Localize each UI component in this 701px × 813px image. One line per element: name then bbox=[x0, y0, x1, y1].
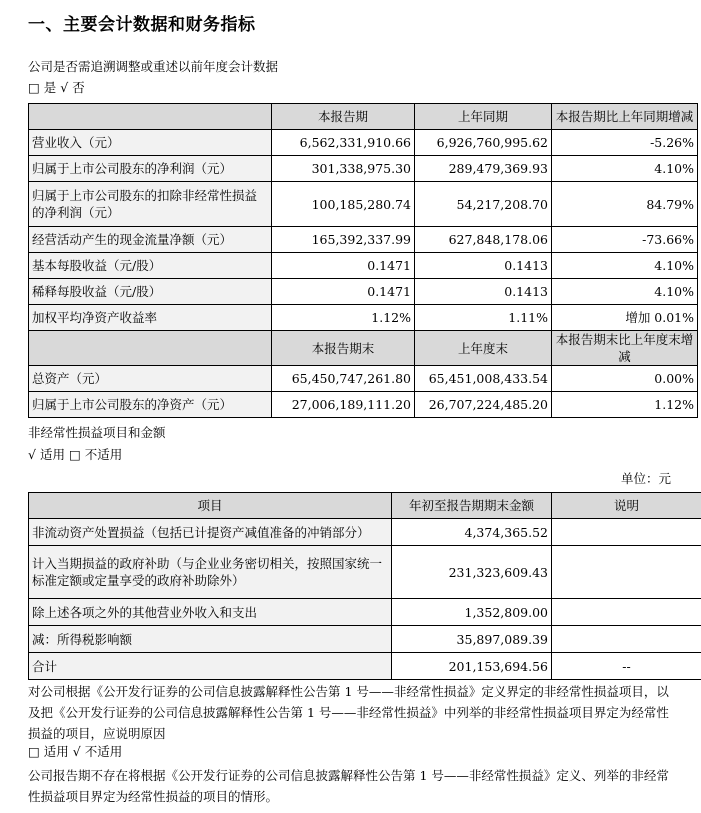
value-cell: 0.1471 bbox=[272, 279, 415, 305]
table-row bbox=[29, 599, 701, 626]
nonrecurring-title: 非经常性损益项目和金额 bbox=[28, 425, 166, 440]
applicable-options-1 bbox=[28, 446, 122, 464]
value-cell: 165,392,337.99 bbox=[272, 227, 415, 253]
checkbox-icon: □ bbox=[68, 447, 81, 462]
value-cell: 627,848,178.06 bbox=[415, 227, 552, 253]
column-header: 上年同期 bbox=[415, 104, 552, 130]
row-label: 除上述各项之外的其他营业外收入和支出 bbox=[29, 599, 392, 626]
not-applicable-label: 不适用 bbox=[84, 447, 123, 462]
yes-checkbox-icon: □ bbox=[28, 80, 40, 95]
applicable-options-2 bbox=[28, 743, 122, 761]
checkmark-icon: √ bbox=[28, 447, 36, 462]
note-cell bbox=[552, 519, 701, 546]
table-row bbox=[29, 130, 698, 156]
value-cell: 54,217,208.70 bbox=[415, 182, 552, 227]
row-label: 稀释每股收益（元/股） bbox=[29, 279, 272, 305]
value-cell: 65,450,747,261.80 bbox=[272, 366, 415, 392]
column-header: 项目 bbox=[29, 493, 392, 519]
value-cell: 4,374,365.52 bbox=[392, 519, 552, 546]
table-header-row bbox=[29, 331, 698, 366]
value-cell: 0.1413 bbox=[415, 253, 552, 279]
restate-options bbox=[28, 79, 85, 97]
value-cell: 4.10% bbox=[552, 156, 698, 182]
applicable-label: 适用 bbox=[39, 447, 65, 462]
table-row bbox=[29, 182, 698, 227]
column-header: 本报告期比上年同期增减 bbox=[552, 104, 698, 130]
unit-label: 单位：元 bbox=[620, 471, 671, 486]
row-label: 加权平均净资产收益率 bbox=[29, 305, 272, 331]
checkmark-icon: √ bbox=[60, 80, 69, 95]
table-row bbox=[29, 519, 701, 546]
column-header: 本报告期 bbox=[272, 104, 415, 130]
note-cell: -- bbox=[552, 653, 701, 680]
note-cell bbox=[552, 546, 701, 599]
value-cell: 增加 0.01% bbox=[552, 305, 698, 331]
restate-question: 公司是否需追溯调整或重述以前年度会计数据 bbox=[28, 59, 279, 74]
checkmark-icon: √ bbox=[72, 744, 81, 759]
column-header: 说明 bbox=[552, 493, 701, 519]
row-label: 基本每股收益（元/股） bbox=[29, 253, 272, 279]
nonrecurring-table bbox=[28, 492, 701, 680]
table-row bbox=[29, 546, 701, 599]
value-cell: 6,562,331,910.66 bbox=[272, 130, 415, 156]
table-header-row bbox=[29, 493, 701, 519]
value-cell: -73.66% bbox=[552, 227, 698, 253]
row-label: 归属于上市公司股东的扣除非经常性损益的净利润（元） bbox=[29, 182, 272, 227]
value-cell: 6,926,760,995.62 bbox=[415, 130, 552, 156]
table-row bbox=[29, 279, 698, 305]
column-header bbox=[29, 331, 272, 366]
row-label: 总资产（元） bbox=[29, 366, 272, 392]
final-note: 公司报告期不存在将根据《公开发行证券的公司信息披露解释性公告第 1 号——非经常性损益》定义、列举的非经常性损益项目界定为经常性损益的项目的情形。 bbox=[28, 768, 669, 804]
definition-note: 对公司根据《公开发行证券的公司信息披露解释性公告第 1 号——非经常性损益》定义界定的非经常性损益项目，以及把《公开发行证券的公司信息披露解释性公告第 1 号——非经常性损益》中列举的非经常性损益项目界定为经常性损益的项目，应说明原因 bbox=[28, 684, 669, 741]
table-row bbox=[29, 392, 698, 418]
table-row bbox=[29, 227, 698, 253]
table-row bbox=[29, 156, 698, 182]
value-cell: 4.10% bbox=[552, 279, 698, 305]
value-cell: 35,897,089.39 bbox=[392, 626, 552, 653]
yes-label: 是 bbox=[43, 80, 57, 95]
value-cell: 0.1413 bbox=[415, 279, 552, 305]
column-header: 本报告期末 bbox=[272, 331, 415, 366]
no-label: 否 bbox=[72, 80, 85, 95]
financial-data-table bbox=[28, 103, 698, 418]
table-row bbox=[29, 366, 698, 392]
value-cell: 1,352,809.00 bbox=[392, 599, 552, 626]
value-cell: 0.00% bbox=[552, 366, 698, 392]
row-label: 经营活动产生的现金流量净额（元） bbox=[29, 227, 272, 253]
row-label: 非流动资产处置损益（包括已计提资产减值准备的冲销部分） bbox=[29, 519, 392, 546]
value-cell: 231,323,609.43 bbox=[392, 546, 552, 599]
column-header: 年初至报告期期末金额 bbox=[392, 493, 552, 519]
value-cell: 1.12% bbox=[552, 392, 698, 418]
row-label: 营业收入（元） bbox=[29, 130, 272, 156]
row-label: 合计 bbox=[29, 653, 392, 680]
value-cell: 301,338,975.30 bbox=[272, 156, 415, 182]
column-header bbox=[29, 104, 272, 130]
table-row bbox=[29, 626, 701, 653]
row-label: 归属于上市公司股东的净利润（元） bbox=[29, 156, 272, 182]
column-header: 本报告期末比上年度末增减 bbox=[552, 331, 698, 366]
value-cell: 100,185,280.74 bbox=[272, 182, 415, 227]
row-label: 计入当期损益的政府补助（与企业业务密切相关，按照国家统一标准定额或定量享受的政府补助除外） bbox=[29, 546, 392, 599]
value-cell: 289,479,369.93 bbox=[415, 156, 552, 182]
value-cell: 26,707,224,485.20 bbox=[415, 392, 552, 418]
value-cell: 27,006,189,111.20 bbox=[272, 392, 415, 418]
table-row bbox=[29, 253, 698, 279]
value-cell: -5.26% bbox=[552, 130, 698, 156]
value-cell: 1.11% bbox=[415, 305, 552, 331]
value-cell: 1.12% bbox=[272, 305, 415, 331]
table-header-row bbox=[29, 104, 698, 130]
column-header: 上年度末 bbox=[415, 331, 552, 366]
checkbox-icon: □ bbox=[28, 744, 40, 759]
not-applicable-label: 不适用 bbox=[84, 744, 123, 759]
value-cell: 201,153,694.56 bbox=[392, 653, 552, 680]
row-label: 减：所得税影响额 bbox=[29, 626, 392, 653]
value-cell: 84.79% bbox=[552, 182, 698, 227]
note-cell bbox=[552, 599, 701, 626]
applicable-label: 适用 bbox=[43, 744, 69, 759]
table-row bbox=[29, 305, 698, 331]
table-row bbox=[29, 653, 701, 680]
row-label: 归属于上市公司股东的净资产（元） bbox=[29, 392, 272, 418]
value-cell: 4.10% bbox=[552, 253, 698, 279]
value-cell: 0.1471 bbox=[272, 253, 415, 279]
section-title: 一、主要会计数据和财务指标 bbox=[28, 15, 256, 35]
value-cell: 65,451,008,433.54 bbox=[415, 366, 552, 392]
note-cell bbox=[552, 626, 701, 653]
